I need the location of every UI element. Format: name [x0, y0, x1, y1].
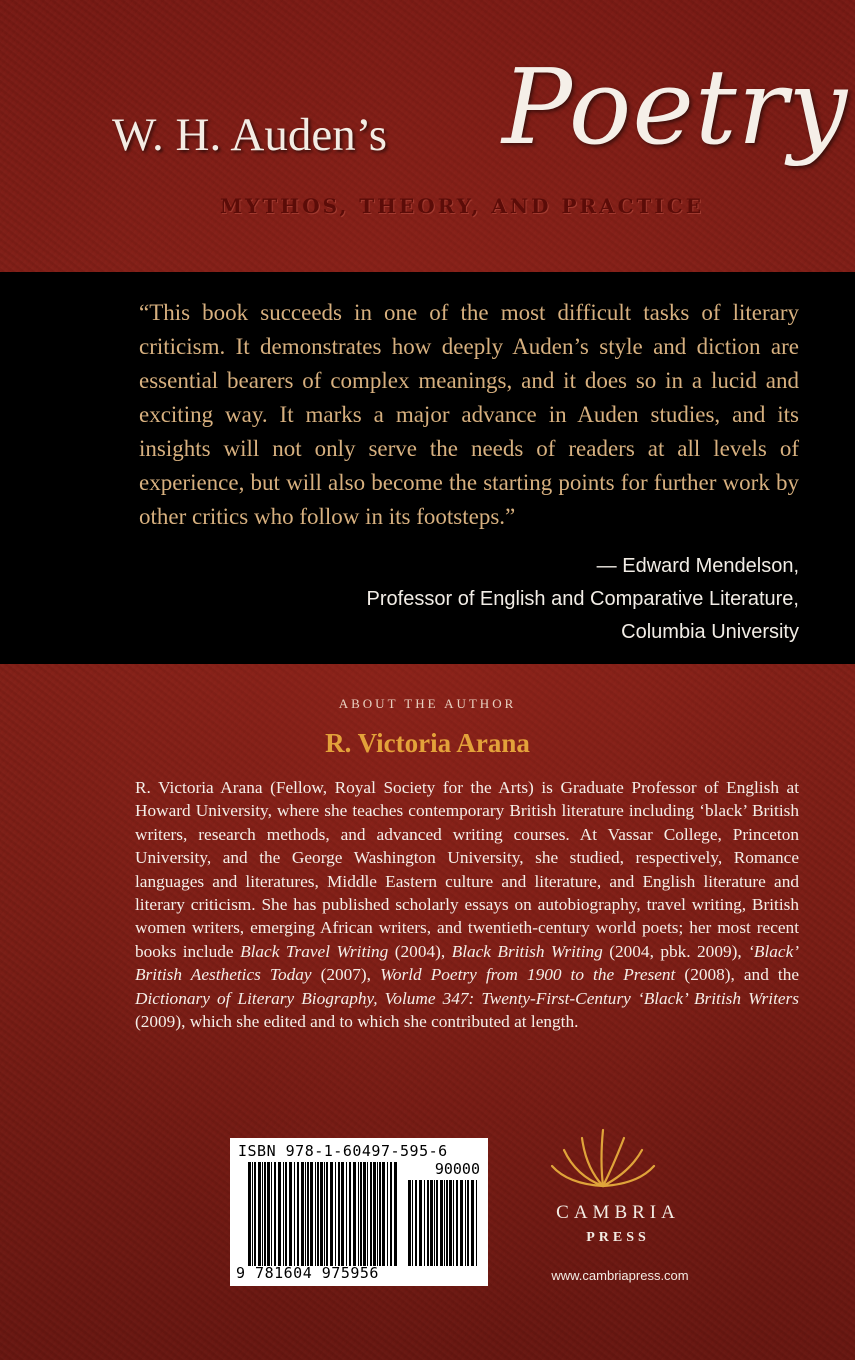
barcode-bar — [360, 1162, 362, 1266]
barcode-bar — [254, 1162, 256, 1266]
barcode-bar — [297, 1162, 299, 1266]
book-subtitle: MYTHOS, THEORY, AND PRACTICE — [220, 194, 704, 218]
barcode-bar — [419, 1180, 422, 1266]
barcode-bar — [305, 1162, 306, 1266]
about-author-label: ABOUT THE AUTHOR — [338, 696, 517, 711]
barcode-addon-bars-icon — [408, 1180, 480, 1266]
attribution-org: Columbia University — [621, 621, 799, 643]
bio-text-5: (2008), and the — [675, 965, 800, 985]
barcode-bar — [377, 1162, 378, 1266]
barcode-bar — [427, 1180, 429, 1266]
barcode-bar — [335, 1162, 336, 1266]
barcode-bar — [449, 1180, 452, 1266]
author-bio — [135, 776, 799, 1033]
cambria-logo-icon — [548, 1124, 658, 1194]
barcode-bar — [440, 1180, 443, 1266]
barcode-bar — [453, 1180, 454, 1266]
endorsement-quote: “This book succeeds in one of the most difficult tasks of literary criticism. It demonstrates how deeply Auden’s style and diction are essential bearers of complex meanings, and it does so in a lucid and exciting way. It marks a major advance in Auden studies, and its insights will not only serve the needs of readers at all levels of experience, but will also become the starting points for further work by other critics who follow in its footsteps.” — [139, 300, 799, 529]
barcode-bar — [285, 1162, 287, 1266]
barcode-bar — [415, 1180, 417, 1266]
barcode-bar — [367, 1162, 368, 1266]
barcode-bar — [471, 1180, 474, 1266]
attribution-title: Professor of English and Comparative Literature, — [366, 588, 799, 610]
book-title-2: Black British Writing — [451, 941, 603, 961]
price-code: 90000 — [434, 1160, 480, 1178]
barcode-bar — [338, 1162, 340, 1266]
barcode-bar — [346, 1162, 347, 1266]
barcode-bar — [412, 1180, 413, 1266]
barcode-bar — [476, 1180, 477, 1266]
publisher-name: CAMBRIA — [556, 1202, 680, 1223]
bio-text-4: (2007), — [311, 965, 381, 985]
barcode-bars-icon — [248, 1162, 398, 1266]
barcode-digits: 9 781604 975956 — [236, 1264, 379, 1282]
barcode-bar — [320, 1162, 323, 1266]
barcode-bar — [434, 1180, 435, 1266]
barcode-bar — [460, 1180, 463, 1266]
barcode-bar — [444, 1180, 445, 1266]
barcode-bar — [317, 1162, 319, 1266]
barcode-bar — [262, 1162, 263, 1266]
book-title: W. H. Auden’s — [112, 109, 388, 161]
barcode-bar — [408, 1180, 411, 1266]
barcode-bar — [310, 1162, 313, 1266]
barcode-bar — [294, 1162, 295, 1266]
barcode-bar — [382, 1162, 385, 1266]
barcode-bar — [267, 1162, 270, 1266]
book-title-1: Black Travel Writing — [240, 941, 389, 961]
book-title-4: World Poetry from 1900 to the Present — [380, 965, 676, 985]
barcode-bar — [324, 1162, 325, 1266]
barcode-bar — [326, 1162, 328, 1266]
author-name: R. Victoria Arana — [325, 728, 530, 758]
attribution-name: — Edward Mendelson, — [596, 555, 799, 577]
barcode-bar — [430, 1180, 433, 1266]
barcode-bar — [248, 1162, 251, 1266]
book-title-5: Dictionary of Literary Biography, Volume 347: Twenty-First-Century ‘Black’ British Writers — [135, 988, 799, 1008]
barcode-bar — [264, 1162, 266, 1266]
book-title-3: ‘Black’ British Aesthetics Today — [135, 941, 799, 985]
barcode-bar — [315, 1162, 316, 1266]
barcode-bar — [274, 1162, 276, 1266]
barcode-bar — [353, 1162, 356, 1266]
bio-text-2: (2004), — [388, 941, 452, 961]
barcode-bar — [358, 1162, 359, 1266]
publisher-sub: PRESS — [586, 1230, 650, 1245]
bio-text-6: (2009), which she edited and to which she contributed at length. — [135, 1012, 579, 1032]
barcode-bar — [390, 1162, 392, 1266]
bio-text-3: (2004, pbk. 2009), — [602, 941, 749, 961]
barcode-bar — [467, 1180, 469, 1266]
barcode-bar — [446, 1180, 448, 1266]
barcode-bar — [271, 1162, 272, 1266]
barcode-bar — [278, 1162, 281, 1266]
barcode-bar — [394, 1162, 397, 1266]
barcode-bar — [252, 1162, 253, 1266]
barcode-bar — [379, 1162, 381, 1266]
barcode-bar — [330, 1162, 333, 1266]
cover-header — [0, 0, 855, 272]
barcode-bar — [387, 1162, 388, 1266]
barcode-bar — [283, 1162, 284, 1266]
barcode-bar — [465, 1180, 466, 1266]
barcode-bar — [307, 1162, 309, 1266]
endorsement-attribution — [367, 550, 799, 649]
isbn-barcode — [230, 1138, 488, 1286]
barcode-bar — [424, 1180, 425, 1266]
publisher-url[interactable]: www.cambriapress.com — [551, 1268, 689, 1283]
barcode-bar — [436, 1180, 438, 1266]
barcode-bar — [456, 1180, 458, 1266]
barcode-bar — [373, 1162, 376, 1266]
barcode-bar — [341, 1162, 344, 1266]
bio-text-1: R. Victoria Arana (Fellow, Royal Society for the Arts) is Graduate Professor of English at Howard University, where she teaches contemporary British literature including ‘black’ British writers, research methods, and advanced writing courses. At Vassar College, Princeton University, and the George Washington University, she studied, respectively, Romance languages and literatures, Middle Eastern culture and literature, and English literature and literary criticism. She has published scholarly essays on autobiography, travel writing, British women writers, emerging African writers, and twentieth-century world poets; her most recent books include — [135, 778, 799, 961]
barcode-bar — [289, 1162, 292, 1266]
book-title-script: Poetry — [502, 46, 849, 168]
barcode-bar — [301, 1162, 304, 1266]
barcode-bar — [370, 1162, 372, 1266]
barcode-bar — [349, 1162, 351, 1266]
barcode-bar — [258, 1162, 261, 1266]
barcode-bar — [363, 1162, 366, 1266]
isbn-text: ISBN 978-1-60497-595-6 — [238, 1142, 448, 1160]
